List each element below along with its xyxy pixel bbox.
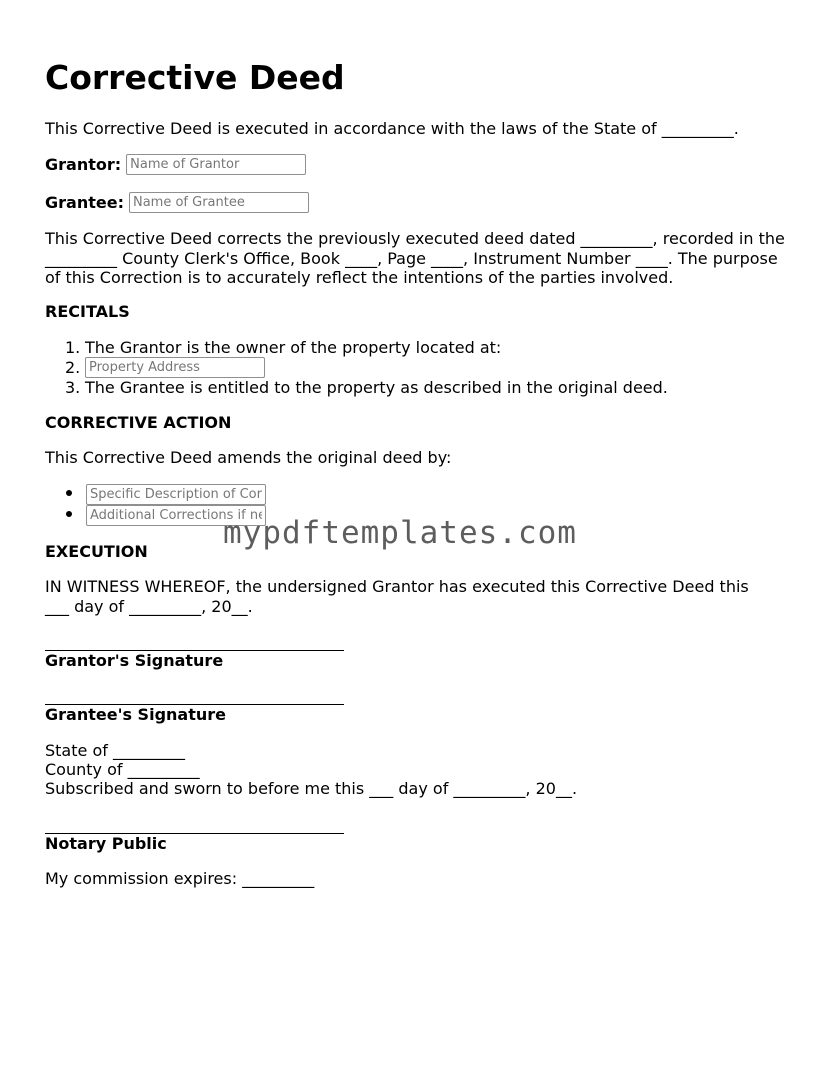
recital-number-1: 1. xyxy=(65,337,81,357)
notary-sworn-line: Subscribed and sworn to before me this ___ day of _________, 20__. xyxy=(45,779,578,798)
notary-county-line: County of _________ xyxy=(45,760,200,779)
recital-text-3: The Grantee is entitled to the property as described in the original deed. xyxy=(85,377,668,397)
corrective-action-intro: This Corrective Deed amends the original deed by: xyxy=(45,448,452,467)
execution-line-2: ___ day of _________, 20__. xyxy=(45,597,253,616)
recital-number-3: 3. xyxy=(65,377,81,397)
grantee-signature-label: Grantee's Signature xyxy=(45,705,226,724)
correction-paragraph: This Corrective Deed corrects the previously executed deed dated _________, recorded in the _________ County Clerk's Office, Book ____, Page ____, Instrument Number ____. The purpose of this Correction is to accurately reflect the intentions of the parties involved. xyxy=(45,229,785,287)
recital-item-2 xyxy=(65,357,265,377)
bullet-icon xyxy=(66,511,72,517)
bullet-icon xyxy=(66,490,72,496)
recital-item-3 xyxy=(65,377,668,397)
recital-item-1 xyxy=(65,337,501,357)
intro-text: This Corrective Deed is executed in accordance with the laws of the State of _________. xyxy=(45,119,739,138)
grantor-signature-label: Grantor's Signature xyxy=(45,651,224,670)
grantee-row xyxy=(45,191,309,213)
commission-expires-line: My commission expires: _________ xyxy=(45,869,315,888)
recitals-heading: RECITALS xyxy=(45,302,130,321)
property-address-input[interactable] xyxy=(85,357,265,378)
watermark: mypdftemplates.com xyxy=(223,515,577,551)
recital-number-2: 2. xyxy=(65,357,81,377)
notary-state-line: State of _________ xyxy=(45,741,185,760)
execution-heading: EXECUTION xyxy=(45,542,148,561)
correction-item-1 xyxy=(86,484,266,504)
notary-public-label: Notary Public xyxy=(45,834,167,853)
corrective-action-heading: CORRECTIVE ACTION xyxy=(45,413,232,432)
grantee-name-input[interactable] xyxy=(129,192,309,213)
document-title: Corrective Deed xyxy=(45,58,345,97)
grantee-label: Grantee: xyxy=(45,192,124,212)
grantor-label: Grantor: xyxy=(45,154,122,174)
grantor-name-input[interactable] xyxy=(126,154,306,175)
correction-description-input[interactable] xyxy=(86,484,266,505)
additional-corrections-input[interactable] xyxy=(86,505,266,526)
grantor-row xyxy=(45,153,306,175)
execution-line-1: IN WITNESS WHEREOF, the undersigned Grantor has executed this Corrective Deed this xyxy=(45,577,749,596)
recital-text-1: The Grantor is the owner of the property located at: xyxy=(85,337,502,357)
correction-item-2 xyxy=(86,505,266,525)
